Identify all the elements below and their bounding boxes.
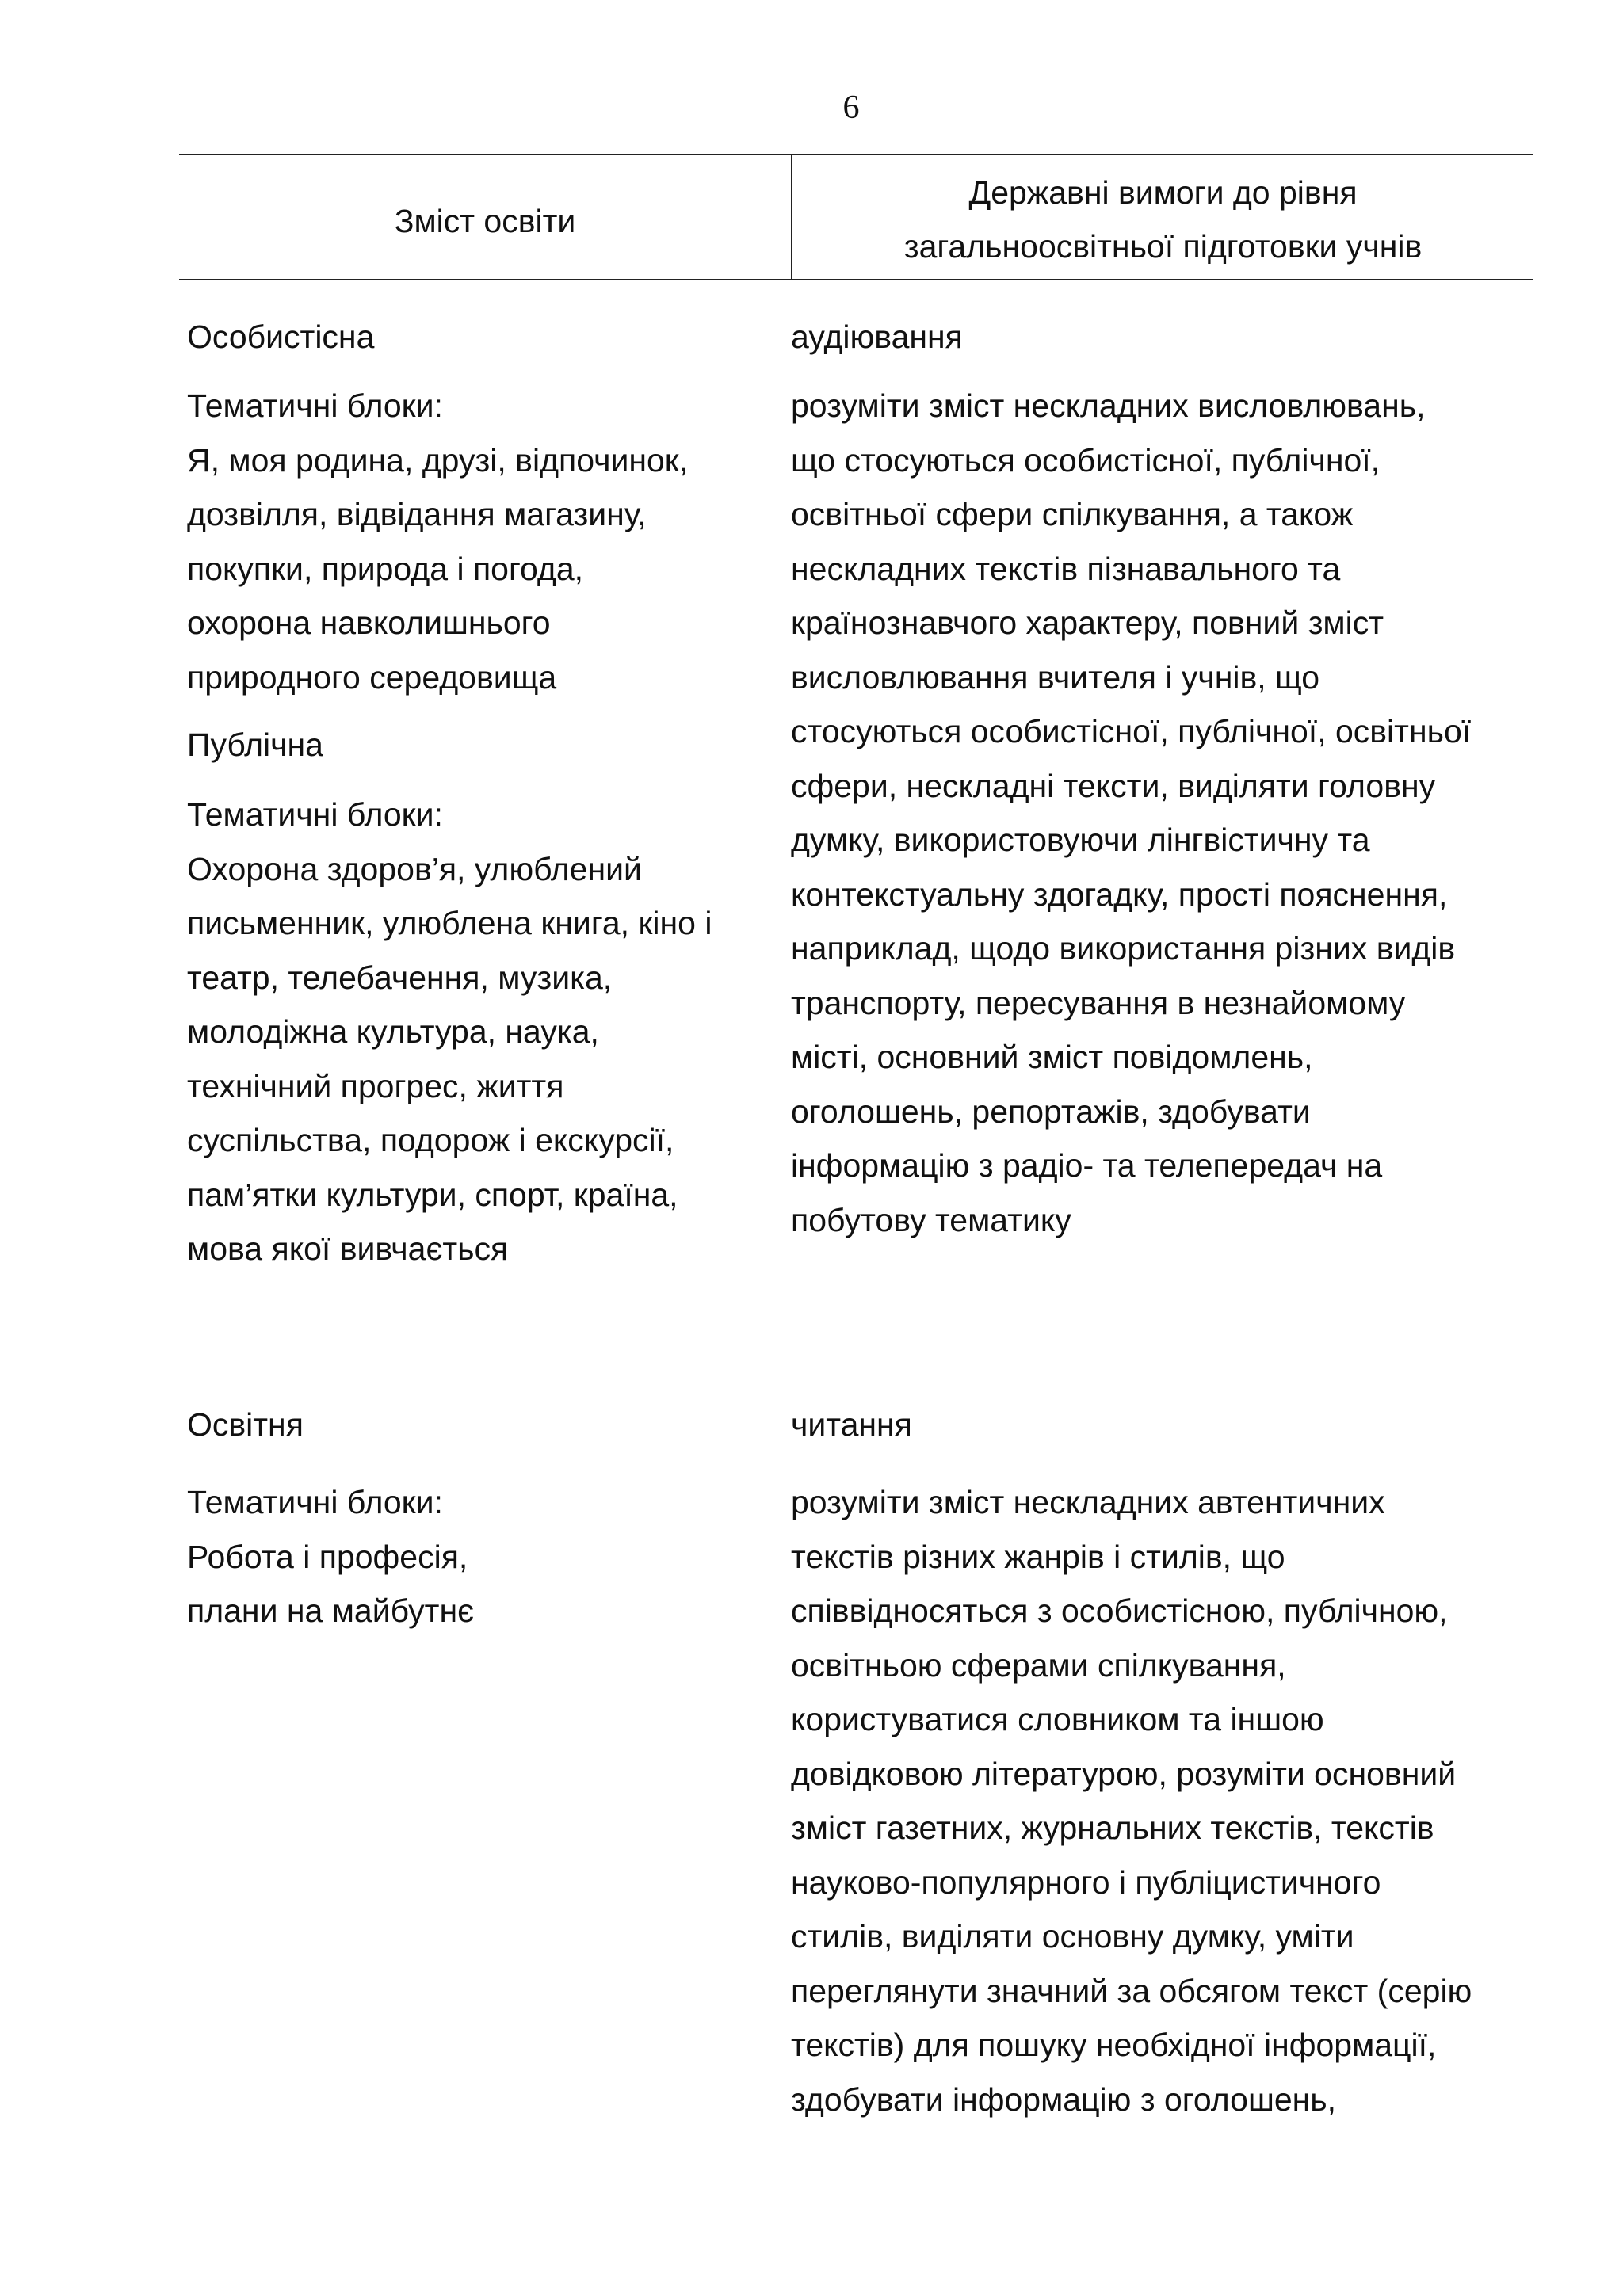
table-header bbox=[179, 154, 1533, 280]
section2-left-line: Тематичні блоки: bbox=[187, 1484, 443, 1520]
section1-left-block-b bbox=[187, 788, 712, 1276]
section1-right-line: сфери, нескладні тексти, виділяти головну bbox=[791, 767, 1436, 804]
section1-left-line: письменник, улюблена книга, кіно і bbox=[187, 905, 712, 941]
section1-left-block-a bbox=[187, 379, 688, 704]
section1-right-heading: аудіювання bbox=[791, 318, 963, 355]
section2-right-block bbox=[791, 1475, 1472, 2126]
section1-right-line: побутову тематику bbox=[791, 1201, 1071, 1238]
section1-left-line: суспільства, подорож і екскурсії, bbox=[187, 1122, 674, 1158]
section1-left-line: покупки, природа і погода, bbox=[187, 550, 584, 587]
section2-left-line: Робота і професія, bbox=[187, 1538, 468, 1575]
section2-right-line: текстів різних жанрів і стилів, що bbox=[791, 1538, 1285, 1575]
section1-right-line: транспорту, пересування в незнайомому bbox=[791, 984, 1406, 1021]
section1-right-line: оголошень, репортажів, здобувати bbox=[791, 1093, 1311, 1130]
section1-right-line: контекстуальну здогадку, прості пояснення, bbox=[791, 875, 1448, 913]
section1-right-line: що стосуються особистісної, публічної, bbox=[791, 441, 1381, 479]
section2-right-heading: читання bbox=[791, 1406, 912, 1443]
section1-right-line: стосуються особистісної, публічної, освітньої bbox=[791, 713, 1472, 749]
section1-left-line: молодіжна культура, наука, bbox=[187, 1013, 599, 1050]
section2-left-line: плани на майбутнє bbox=[187, 1592, 475, 1629]
section2-right-line: співвідносяться з особистісною, публічною, bbox=[791, 1592, 1448, 1629]
section2-right-line: науково-популярного і публіцистичного bbox=[791, 1863, 1381, 1901]
section2-left-block bbox=[187, 1475, 474, 1638]
section2-right-line: здобувати інформацію з оголошень, bbox=[791, 2081, 1337, 2118]
section2-right-line: довідковою літературою, розуміти основний bbox=[791, 1755, 1457, 1792]
section1-right-line: розуміти зміст нескладних висловлювань, bbox=[791, 387, 1426, 424]
section1-left-heading: Особистісна bbox=[187, 318, 375, 355]
section2-right-line: переглянути значний за обсягом текст (серію bbox=[791, 1972, 1472, 2009]
section1-left-line: мова якої вивчається bbox=[187, 1230, 509, 1267]
section1-right-line: думку, використовуючи лінгвістичну та bbox=[791, 822, 1370, 858]
section1-right-line: країнознавчого характеру, повний зміст bbox=[791, 605, 1384, 641]
header-right-line: загальноосвітньої підготовки учнів bbox=[903, 228, 1423, 265]
section2-right-line: освітньою сферами спілкування, bbox=[791, 1646, 1286, 1684]
section2-right-line: зміст газетних, журнальних текстів, текстів bbox=[791, 1810, 1434, 1846]
section1-left-subheading: Публічна bbox=[187, 727, 323, 763]
page-number: 6 bbox=[842, 90, 860, 126]
section2-right-line: стилів, виділяти основну думку, уміти bbox=[791, 1918, 1354, 1955]
section1-right-line: освітньої сфери спілкування, а також bbox=[791, 496, 1354, 532]
section2-right-line: текстів) для пошуку необхідної інформації, bbox=[791, 2027, 1437, 2063]
section1-right-line: наприклад, щодо використання різних видів bbox=[791, 930, 1456, 967]
section1-right-line: нескладних текстів пізнавального та bbox=[791, 550, 1341, 587]
section2-right-line: розуміти зміст нескладних автентичних bbox=[791, 1484, 1385, 1520]
section1-left-line: Тематичні блоки: bbox=[187, 387, 443, 424]
section1-left-line: технічний прогрес, життя bbox=[187, 1067, 564, 1104]
section1-left-line: охорона навколишнього bbox=[187, 605, 551, 641]
header-state-requirements bbox=[792, 155, 1533, 279]
section2-left-heading: Освітня bbox=[187, 1406, 304, 1443]
section1-right-line: висловлювання вчителя і учнів, що bbox=[791, 658, 1320, 696]
section1-left-line: театр, телебачення, музика, bbox=[187, 959, 613, 996]
section2-right-line: користуватися словником та іншою bbox=[791, 1701, 1324, 1737]
section1-left-line: дозвілля, відвідання магазину, bbox=[187, 496, 647, 532]
section1-right-line: місті, основний зміст повідомлень, bbox=[791, 1039, 1313, 1075]
section1-left-line: природного середовища bbox=[187, 658, 557, 696]
header-right-line: Державні вимоги до рівня bbox=[968, 174, 1358, 211]
section1-right-block bbox=[791, 379, 1471, 1247]
header-education-content: Зміст освіти bbox=[394, 202, 576, 239]
section1-right-line: інформацію з радіо- та телепередач на bbox=[791, 1147, 1383, 1184]
section1-left-line: Я, моя родина, друзі, відпочинок, bbox=[187, 441, 689, 479]
section1-left-line: пам’ятки культури, спорт, країна, bbox=[187, 1176, 678, 1213]
section1-left-line: Тематичні блоки: bbox=[187, 796, 443, 833]
section1-left-line: Охорона здоров’я, улюблений bbox=[187, 850, 642, 887]
